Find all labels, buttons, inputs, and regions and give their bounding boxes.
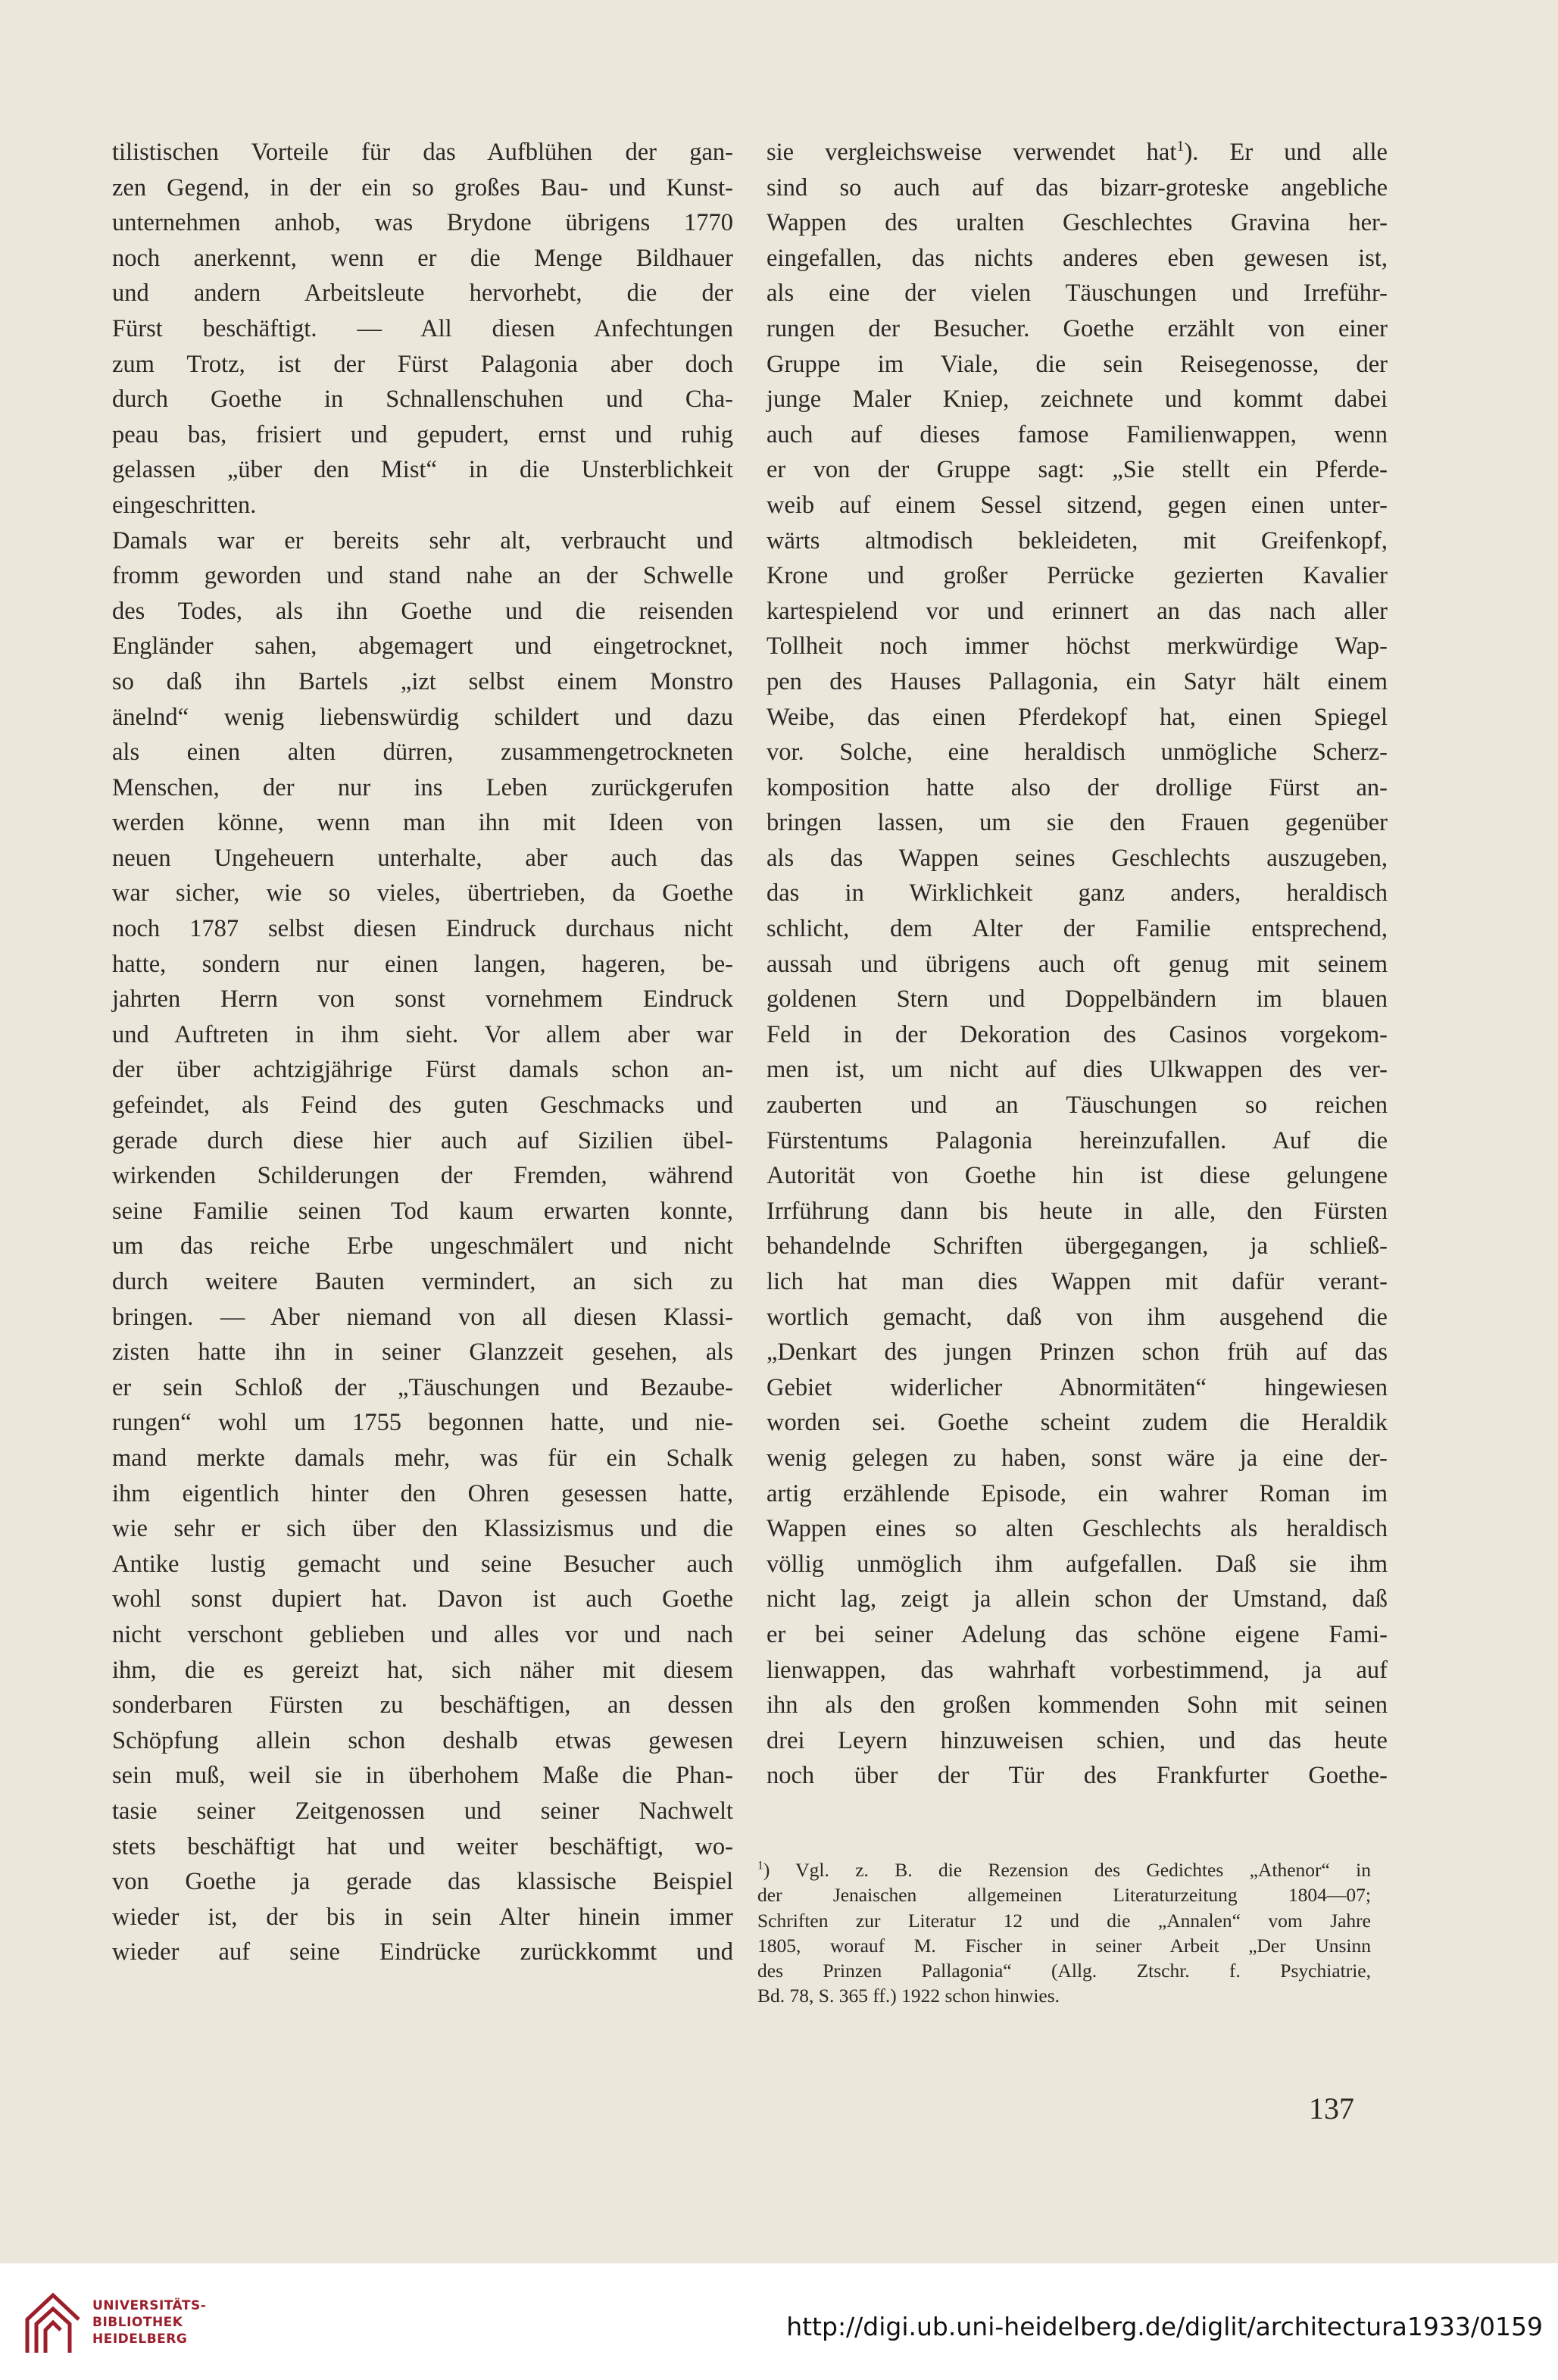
text-line: tilistischen Vorteile für das Aufblühen der gan- [112,139,733,166]
text-line: men ist, um nicht auf dies Ulkwappen des ver- [767,1056,1388,1084]
library-name[interactable] [92,2297,206,2347]
text-line: der über achtzigjährige Fürst damals schon an- [112,1056,733,1084]
text-line: der Jenaischen allgemeinen Literaturzeitung 1804—07; [757,1884,1371,1907]
text-line: $^1$) Vgl. z. B. die Rezension des Gedichtes „Athenor“ in [757,1859,1371,1881]
text-line: Wappen des uralten Geschlechtes Gravina her- [767,209,1388,237]
text-line: er von der Gruppe sagt: „Sie stellt ein Pferde- [767,456,1388,484]
text-line: Schriften zur Literatur 12 und die „Annalen“ vom Jahre [757,1909,1371,1932]
text-line: drei Leyern hinzuweisen schien, und das heute [767,1726,1388,1754]
text-line: so daß ihn Bartels „izt selbst einem Monstro [112,667,733,695]
text-line: Engländer sahen, abgemagert und eingetrocknet, [112,632,733,661]
text-line: Tollheit noch immer höchst merkwürdige Wap- [767,632,1388,661]
ub-heidelberg-logo-icon[interactable] [23,2289,83,2357]
text-line: pen des Hauses Pallagonia, ein Satyr hält einem [767,667,1388,695]
left-text-column [112,135,733,1970]
text-line: sie vergleichsweise verwendet hat$^1$). Er und alle [767,138,1388,166]
text-line: völlig unmöglich ihm aufgefallen. Daß sie ihm [767,1550,1388,1578]
text-line: Bd. 78, S. 365 ff.) 1922 schon hinwies. [757,1985,1060,2007]
text-line: als das Wappen seines Geschlechts auszugeben, [767,844,1388,872]
text-line: noch anerkennt, wenn er die Menge Bildhauer [112,244,733,272]
text-line: Gebiet widerlicher Abnormitäten“ hingewiesen [767,1373,1388,1401]
text-line: ihm, die es gereizt hat, sich näher mit diesem [112,1656,733,1684]
page-number: 137 [1309,2091,1354,2125]
text-line: und andern Arbeitsleute hervorhebt, die der [112,280,733,308]
text-line: zum Trotz, ist der Fürst Palagonia aber doch [112,350,733,378]
text-line: „Denkart des jungen Prinzen schon früh auf das [767,1338,1388,1366]
text-line: wortlich gemacht, daß von ihm ausgehend die [767,1303,1388,1331]
text-line: nicht lag, zeigt ja allein schon der Umstand, daß [767,1585,1388,1613]
text-line: Menschen, der nur ins Leben zurückgerufen [112,773,733,801]
text-line: gefeindet, als Feind des guten Geschmacks und [112,1092,733,1120]
text-line: Fürstentums Palagonia hereinzufallen. Auf die [767,1126,1388,1154]
text-line: unternehmen anhob, was Brydone übrigens 1770 [112,209,733,237]
right-text-column [767,135,1388,1794]
text-line: wohl sonst dupiert hat. Davon ist auch Goethe [112,1585,733,1613]
text-line: von Goethe ja gerade das klassische Beispiel [112,1868,733,1896]
text-line: er sein Schloß der „Täuschungen und Bezaube- [112,1373,733,1401]
text-line: gelassen „über den Mist“ in die Unsterblichkeit [112,456,733,484]
text-line: Autorität von Goethe hin ist diese gelungene [767,1162,1388,1190]
text-line: bringen. — Aber niemand von all diesen Klassi- [112,1303,733,1331]
text-line: wärts altmodisch bekleideten, mit Greifenkopf, [767,526,1388,554]
library-name-line1: UNIVERSITÄTS- [92,2298,207,2313]
text-line: 1805, worauf M. Fischer in seiner Arbeit „Der Unsinn [757,1934,1371,1957]
text-line: vor. Solche, eine heraldisch unmögliche Scherz- [767,739,1388,767]
text-line: komposition hatte also der drollige Fürst an- [767,773,1388,801]
text-line: Irrführung dann bis heute in alle, den Fürsten [767,1197,1388,1225]
text-line: worden sei. Goethe scheint zudem die Heraldik [767,1409,1388,1437]
text-line: das in Wirklichkeit ganz anders, heraldisch [767,879,1388,907]
text-line: stets beschäftigt hat und weiter beschäftigt, wo- [112,1832,733,1860]
text-line: wieder auf seine Eindrücke zurückkommt und [112,1938,733,1966]
text-line: Damals war er bereits sehr alt, verbraucht und [112,526,733,554]
text-line: auch auf dieses famose Familienwappen, wenn [767,420,1388,448]
text-line: wirkenden Schilderungen der Fremden, während [112,1162,733,1190]
text-line: sind so auch auf das bizarr-groteske angebliche [767,173,1388,201]
text-line: schlicht, dem Alter der Familie entsprechend, [767,915,1388,943]
text-line: des Prinzen Pallagonia“ (Allg. Ztschr. f. Psychiatrie, [757,1960,1371,1982]
text-line: rungen der Besucher. Goethe erzählt von einer [767,314,1388,342]
text-line: tasie seiner Zeitgenossen und seiner Nachwelt [112,1797,733,1825]
text-line: junge Maler Kniep, zeichnete und kommt dabei [767,386,1388,414]
library-name-line3: HEIDELBERG [92,2332,188,2347]
text-line: Feld in der Dekoration des Casinos vorgekom- [767,1020,1388,1048]
text-line: Wappen eines so alten Geschlechts als heraldisch [767,1515,1388,1543]
text-line: sein muß, weil sie in überhohem Maße die Phan- [112,1762,733,1790]
text-line: lich hat man dies Wappen mit dafür verant- [767,1268,1388,1295]
text-line: neuen Ungeheuern unterhalte, aber auch das [112,844,733,872]
text-line: war sicher, wie so vieles, übertrieben, da Goethe [112,879,733,907]
text-line: eingefallen, das nichts anderes eben gewesen ist, [767,244,1388,272]
text-line: lienwappen, das wahrhaft vorbestimmend, ja auf [767,1656,1388,1684]
text-line: weib auf einem Sessel sitzend, gegen einen unter- [767,491,1388,519]
text-line: sonderbaren Fürsten zu beschäftigen, an dessen [112,1691,733,1719]
text-line: mand merkte damals mehr, was für ein Schalk [112,1444,733,1472]
text-line: durch weitere Bauten vermindert, an sich zu [112,1268,733,1295]
text-line: und Auftreten in ihm sieht. Vor allem aber war [112,1020,733,1048]
text-line: als eine der vielen Täuschungen und Irreführ- [767,280,1388,308]
text-line: noch über der Tür des Frankfurter Goethe- [767,1762,1388,1790]
text-line: peau bas, frisiert und gepudert, ernst und ruhig [112,420,733,448]
text-line: bringen lassen, um sie den Frauen gegenüber [767,809,1388,837]
text-line: jahrten Herrn von sonst vornehmem Eindruck [112,985,733,1014]
text-line: rungen“ wohl um 1755 begonnen hatte, und nie- [112,1409,733,1437]
text-line: wieder ist, der bis in sein Alter hinein immer [112,1903,733,1931]
library-name-line2: BIBLIOTHEK [92,2315,183,2330]
text-line: wie sehr er sich über den Klassizismus und die [112,1515,733,1543]
text-line: des Todes, als ihn Goethe und die reisenden [112,597,733,625]
text-line: werden könne, wenn man ihn mit Ideen von [112,809,733,837]
text-line: behandelnde Schriften übergegangen, ja schließ- [767,1232,1388,1260]
text-line: zen Gegend, in der ein so großes Bau- und Kunst- [112,173,733,201]
text-line: goldenen Stern und Doppelbändern im blauen [767,985,1388,1014]
text-line: nicht verschont geblieben und alles vor und nach [112,1620,733,1648]
text-line: eingeschritten. [112,491,257,519]
text-line: änelnd“ wenig liebenswürdig schildert und dazu [112,703,733,731]
text-line: Fürst beschäftigt. — All diesen Anfechtungen [112,314,733,342]
text-line: hatte, sondern nur einen langen, hageren, be- [112,950,733,978]
text-line: kartespielend vor und erinnert an das nach aller [767,597,1388,625]
text-line: gerade durch diese hier auch auf Sizilien übel- [112,1126,733,1154]
text-line: Gruppe im Viale, die sein Reisegenosse, der [767,350,1388,378]
text-line: als einen alten dürren, zusammengetrockneten [112,739,733,767]
text-line: er bei seiner Adelung das schöne eigene Fami- [767,1620,1388,1648]
text-line: wenig gelegen zu haben, sonst wäre ja eine der- [767,1444,1388,1472]
text-line: noch 1787 selbst diesen Eindruck durchaus nicht [112,915,733,943]
text-line: ihn als den großen kommenden Sohn mit seinen [767,1691,1388,1719]
text-line: Schöpfung allein schon deshalb etwas gewesen [112,1726,733,1754]
text-line: seine Familie seinen Tod kaum erwarten konnte, [112,1197,733,1225]
text-line: ihm eigentlich hinter den Ohren gesessen hatte, [112,1479,733,1507]
text-line: zisten hatte ihn in seiner Glanzzeit gesehen, als [112,1338,733,1366]
text-line: Krone und großer Perrücke gezierten Kavalier [767,562,1388,590]
text-line: aussah und übrigens auch oft genug mit seinem [767,950,1388,978]
text-line: Antike lustig gemacht und seine Besucher auch [112,1550,733,1578]
text-line: artig erzählende Episode, ein wahrer Roman im [767,1479,1388,1507]
text-line: fromm geworden und stand nahe an der Schwelle [112,562,733,590]
source-url-link[interactable]: http://digi.ub.uni-heidelberg.de/diglit/architectura1933/0159 [786,2312,1543,2341]
text-line: durch Goethe in Schnallenschuhen und Cha- [112,386,733,414]
text-line: um das reiche Erbe ungeschmälert und nicht [112,1232,733,1260]
footnote [757,1857,1371,2009]
text-line: Weibe, das einen Pferdekopf hat, einen Spiegel [767,703,1388,731]
text-line: zauberten und an Täuschungen so reichen [767,1092,1388,1120]
